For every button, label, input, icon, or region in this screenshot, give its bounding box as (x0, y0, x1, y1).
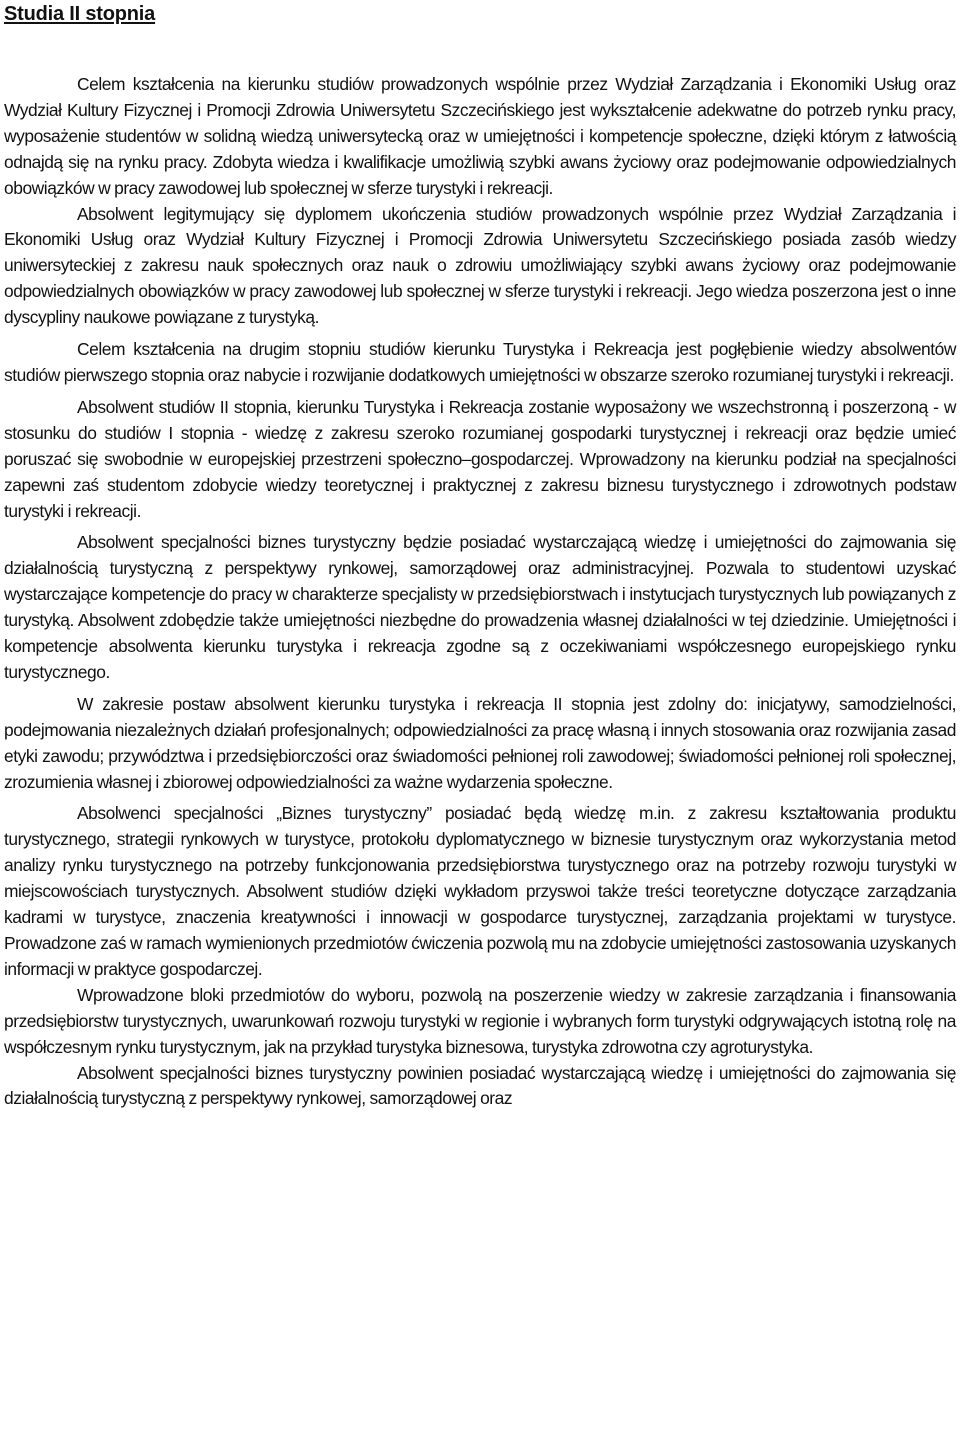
paragraph-elective-blocks: Wprowadzone bloki przedmiotów do wyboru, pozwolą na poszerzenie wiedzy w zakresie zarządzania i finansowania przedsiębiorstw turystycznych, uwarunkowań rozwoju turystyki w regionie i wybranych form turystyki odgrywających istotną rolę na współczesnym rynku turystycznym, jak na przykład turystyka biznesowa, turystyka zdrowotna czy agroturystyka. (4, 984, 956, 1057)
paragraph-attitudes: W zakresie postaw absolwent kierunku turystyka i rekreacja II stopnia jest zdolny do: inicjatywy, samodzielności, podejmowania niezależnych działań profesjonalnych; odpowiedzialności za pracę własną i innych stosowania oraz rozwijania zasad etyki zawodu; przywództwa i przedsiębiorczości oraz świadomości pełnionej roli zawodowej; świadomości pełnionej roli społecznej, zrozumienia własnej i zbiorowej odpowiedzialności za ważne wydarzenia społeczne. (4, 693, 956, 792)
paragraph-education-goal: Celem kształcenia na kierunku studiów prowadzonych wspólnie przez Wydział Zarządzania i Ekonomiki Usług oraz Wydział Kultury Fizycznej i Promocji Zdrowia Uniwersytetu Szczecińskiego jest wykształcenie adekwatne do potrzeb rynku pracy, wyposażenie studentów w solidną wiedzą uniwersytecką oraz w umiejętności i kompetencje społeczne, dzięki którym z łatwością odnajdą się na rynku pracy. Zdobyta wiedza i kwalifikacje umożliwią szybki awans życiowy oraz podejmowanie odpowiedzialnych obowiązków w pracy zawodowej lub społecznej w sferze turystyki i rekreacji. (4, 74, 956, 198)
section-heading: Studia II stopnia (4, 3, 156, 25)
document-body (4, 72, 956, 1112)
paragraph-second-cycle-goal: Celem kształcenia na drugim stopniu studiów kierunku Turystyka i Rekreacja jest pogłębienie wiedzy absolwentów studiów pierwszego stopnia oraz nabycie i rozwijanie dodatkowych umiejętności w obszarze szeroko rozumianej turystyki i rekreacji. (4, 339, 956, 385)
paragraph-second-cycle-graduate: Absolwent studiów II stopnia, kierunku Turystyka i Rekreacja zostanie wyposażony we wszechstronną i poszerzoną - w stosunku do studiów I stopnia - wiedzę z zakresu szeroko rozumianej gospodarki turystycznej i rekreacji oraz będzie umieć poruszać się swobodnie w europejskiej przestrzeni społeczno–gospodarczej. Wprowadzony na kierunku podział na specjalności zapewni zaś studentom zdobycie wiedzy teoretycznej i praktycznej z zakresu biznesu turystycznego i zdrowotnych podstaw turystyki i rekreacji. (4, 396, 956, 521)
paragraph-business-specialization-continued: Absolwent specjalności biznes turystyczny powinien posiadać wystarczającą wiedzę i umiejętności do zajmowania się działalnością turystyczną z perspektywy rynkowej, samorządowej oraz (4, 1062, 956, 1109)
paragraph-business-tourism-knowledge: Absolwenci specjalności „Biznes turystyczny” posiadać będą wiedzę m.in. z zakresu kształtowania produktu turystycznego, strategii rynkowych w turystyce, protokołu dyplomatycznego w biznesie turystycznym oraz wykorzystania metod analizy rynku turystycznego na potrzeby funkcjonowania przedsiębiorstwa turystycznego oraz na potrzeby rozwoju turystyki w miejscowościach turystycznych. Absolwent studiów dzięki wykładom przyswoi także treści teoretyczne dotyczące zarządzania kadrami w turystyce, znaczenia kreatywności i innowacji w gospodarce turystycznej, zarządzania projektami w turystyce. Prowadzone zaś w ramach wymienionych przedmiotów ćwiczenia pozwolą mu na zdobycie umiejętności zastosowania uzyskanych informacji w praktyce gospodarczej. (4, 803, 956, 979)
paragraph-business-specialization: Absolwent specjalności biznes turystyczny będzie posiadać wystarczającą wiedzę i umiejętności do zajmowania się działalnością turystyczną z perspektywy rynkowej, samorządowej oraz administracyjnej. Pozwala to studentowi uzyskać wystarczające kompetencje do pracy w charakterze specjalisty w przedsiębiorstwach i instytucjach turystycznych lub powiązanych z turystyką. Absolwent zdobędzie także umiejętności niezbędne do prowadzenia własnej działalności w tej dziedzinie. Umiejętności i kompetencje absolwenta kierunku turystyka i rekreacja zgodne są z oczekiwaniami współczesnego europejskiego rynku turystycznego. (4, 532, 956, 682)
paragraph-graduate-profile: Absolwent legitymujący się dyplomem ukończenia studiów prowadzonych wspólnie przez Wydział Zarządzania i Ekonomiki Usług oraz Wydział Kultury Fizycznej i Promocji Zdrowia Uniwersytetu Szczecińskiego posiada zasób wiedzy uniwersyteckiej z zakresu nauk społecznych oraz nauk o zdrowiu umożliwiający szybki awans życiowy oraz podejmowanie odpowiedzialnych obowiązków w pracy zawodowej lub społecznej w sferze turystyki i rekreacji. Jego wiedza poszerzona jest o inne dyscypliny naukowe powiązane z turystyką. (4, 203, 956, 328)
